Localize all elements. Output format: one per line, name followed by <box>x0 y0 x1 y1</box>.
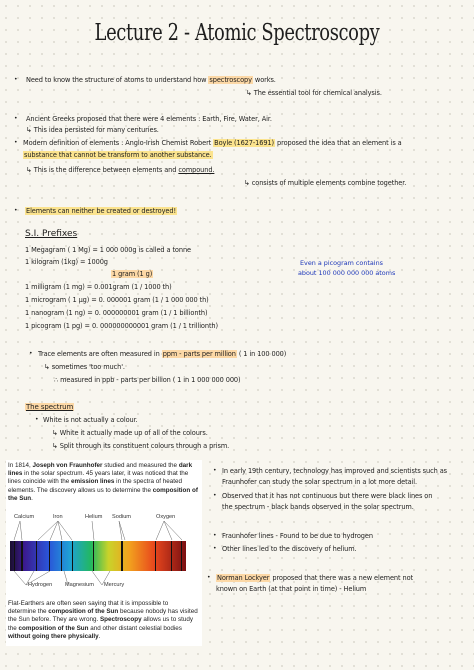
bullet: • <box>213 532 217 539</box>
note-helium: Other lines led to the discovery of helium. <box>222 545 357 553</box>
note-elements-rule <box>25 207 177 215</box>
note-text: Trace elements are often measured in <box>38 350 160 358</box>
absorption-line <box>155 541 156 571</box>
absorption-line <box>93 541 94 571</box>
note-black-lines: Observed that it has not continuous but there were black lines on <box>222 492 433 500</box>
bullet: • <box>14 115 18 122</box>
bullet: • <box>14 139 18 146</box>
bold-text: dark lines <box>8 462 193 478</box>
label-hydrogen: Hydrogen <box>28 582 53 588</box>
highlight-spectrum-heading: The spectrum <box>26 403 74 411</box>
text: Flat-Earthers are often seen saying that it is impossible to determine the <box>8 600 169 616</box>
absorption-line <box>61 541 62 571</box>
note-text: Modern definition of elements : Anglo-Irish Chemist Robert <box>23 139 212 147</box>
note-compound <box>26 166 214 174</box>
bold-text: without going there physically <box>8 632 99 640</box>
note-text: proposed that there was a new element not <box>270 574 413 582</box>
note-compound-def <box>244 179 406 187</box>
bold-text: Joseph von Fraunhofer <box>32 462 103 469</box>
si-megagram: 1 Megagram ( 1 Mg) = 1 000 000g is called a tonne <box>25 246 191 254</box>
highlight-lockyer: Norman Lockyer <box>217 574 270 582</box>
note-text: proposed the idea that an element is a <box>275 139 402 147</box>
bold-text: emission lines <box>71 478 115 486</box>
textbook-panel <box>6 460 202 646</box>
text: In 1814, <box>8 462 33 469</box>
absorption-line <box>21 541 23 571</box>
highlight-boyle: Boyle (1627-1691) <box>214 139 275 147</box>
text: in the solar spectrum. 45 years later, it was noticed that the lines coincide with the <box>8 470 189 486</box>
bold-text: composition of the Sun <box>48 608 119 616</box>
bullet: • <box>207 574 211 581</box>
note-text: White it actually made up of all of the colours. <box>59 429 208 437</box>
blue-note-line1: Even a picogram contains <box>300 259 383 267</box>
si-microgram: 1 microgram ( 1 µg) = 0. 000001 gram (1 / 1 000 000 th) <box>25 296 209 304</box>
label-connector-lines <box>6 520 202 542</box>
solar-spectrum-image <box>10 541 186 571</box>
label-iron: Iron <box>53 514 63 520</box>
bullet: • <box>29 350 33 357</box>
bullet: • <box>213 545 217 552</box>
si-kilogram: 1 kilogram (1kg) = 1000g <box>25 258 108 266</box>
text: and other distant celestial bodies <box>88 624 182 632</box>
label-calcium: Calcium <box>14 514 35 520</box>
note-modern-definition <box>23 139 402 147</box>
bullet: • <box>35 416 39 423</box>
note-text: Split through its constituent colours through a prism. <box>59 442 230 450</box>
bold-text: Spectroscopy <box>99 616 142 624</box>
arrow-icon: ↳ <box>52 442 58 450</box>
text: . <box>98 632 101 640</box>
bullet: • <box>14 207 18 214</box>
note-fraunhofer-detail: Fraunhofer can study the solar spectrum in a lot more detail. <box>222 478 418 486</box>
note-white: White is not actually a colour. <box>43 416 138 424</box>
label-mercury: Mercury <box>104 582 125 588</box>
note-text: The essential tool for chemical analysis. <box>253 89 382 97</box>
note-structure <box>26 76 276 84</box>
page-title: Lecture 2 - Atomic Spectroscopy <box>94 20 380 46</box>
compound-word: compound. <box>178 166 215 174</box>
note-persisted <box>26 126 159 134</box>
note-text: Need to know the structure of atoms to understand how <box>26 76 207 84</box>
note-text: works. <box>252 76 276 84</box>
note-early-19th: In early 19th century, technology has improved and scientists such as <box>222 467 447 475</box>
flat-earth-paragraph <box>8 600 198 641</box>
label-sodium: Sodium <box>112 514 131 520</box>
absorption-line <box>72 541 73 571</box>
note-essential-tool <box>246 89 382 97</box>
arrow-icon: ↳ <box>44 363 50 371</box>
note-text: ( 1 in 100 000) <box>236 350 287 358</box>
arrow-icon: ↳ <box>26 126 32 134</box>
note-too-much <box>44 363 125 371</box>
bullet: • <box>213 492 217 499</box>
si-milligram: 1 milligram (1 mg) = 0.001gram (1 / 1000 th) <box>25 283 172 291</box>
arrow-icon: ↳ <box>244 179 250 187</box>
note-text: This is the difference between elements and <box>33 166 177 174</box>
si-heading: S.I. Prefixes <box>25 229 78 239</box>
note-fraunhofer-lines: Fraunhofer lines - Found to be due to hydrogen <box>222 532 373 540</box>
arrow-icon: ↳ <box>26 166 32 174</box>
fraunhofer-paragraph <box>8 462 198 503</box>
absorption-line <box>14 541 15 571</box>
note-black-bands: the spectrum - black bands observed in the solar spectrum. <box>222 503 414 511</box>
absorption-line <box>49 541 50 571</box>
si-nanogram: 1 nanogram (1 ng) = 0. 000000001 gram (1 / 1 billionth) <box>25 309 208 317</box>
note-text: measured in ppb - parts per billion ( 1 in 1 000 000 000) <box>60 376 241 384</box>
text: . <box>31 494 33 502</box>
arrow-icon: ↳ <box>246 89 252 97</box>
arrow-icon: ↳ <box>52 429 58 437</box>
absorption-line <box>171 541 172 571</box>
si-picogram: 1 picogram (1 pg) = 0. 000000000001 gram (1 / 1 trillionth) <box>25 322 218 330</box>
spectrum-heading <box>25 403 74 411</box>
absorption-line <box>181 541 182 571</box>
si-gram <box>111 270 153 278</box>
label-oxygen: Oxygen <box>156 514 176 520</box>
text: studied and measured the <box>102 462 179 469</box>
label-magnesium: Magnesium <box>65 582 94 588</box>
highlight-elements-rule: Elements can neither be created or destroyed! <box>26 207 177 215</box>
note-substance <box>23 151 213 159</box>
bullet: • <box>213 467 217 474</box>
note-lockyer <box>216 574 413 582</box>
text: because nobody has visited the Sun before. They are wrong. <box>8 608 198 624</box>
note-greeks: Ancient Greeks proposed that there were 4 elements : Earth, Fire, Water, Air. <box>26 115 272 123</box>
highlight-substance: substance that cannot be transform to another substance. <box>24 151 212 159</box>
note-helium-unknown: known on Earth (at that point in time) - Helium <box>216 585 367 593</box>
text: in the spectra of heated elements. The discovery allows us to determine the <box>8 478 182 494</box>
note-trace <box>38 350 286 358</box>
bullet: • <box>14 76 18 83</box>
absorption-line <box>121 541 123 571</box>
therefore-icon: ∴ <box>54 376 59 384</box>
label-helium: Helium <box>85 514 103 520</box>
note-made-up <box>52 429 208 437</box>
highlight-gram: 1 gram (1 g) <box>112 270 153 278</box>
text: allows us to study the <box>8 616 194 632</box>
bold-text: composition of the Sun <box>8 486 198 502</box>
highlight-ppm: ppm - parts per million <box>162 350 236 358</box>
bold-text: composition of the Sun <box>18 624 89 632</box>
absorption-line <box>36 541 37 571</box>
note-text: consists of multiple elements combine together. <box>251 179 407 187</box>
note-text: This idea persisted for many centuries. <box>33 126 159 134</box>
blue-note-line2: about 100 000 000 000 atoms <box>298 269 396 277</box>
note-ppb <box>54 376 241 384</box>
note-text: sometimes 'too much'. <box>51 363 125 371</box>
highlight-spectroscopy: spectroscopy <box>209 76 252 84</box>
note-prism <box>52 442 229 450</box>
